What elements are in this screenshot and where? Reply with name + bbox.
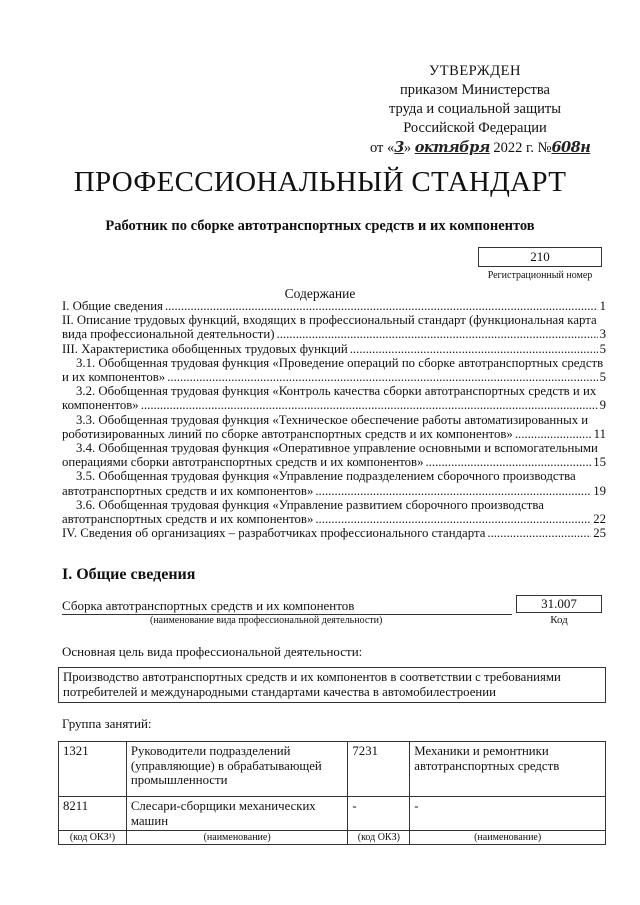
handwritten-month: октября	[414, 139, 490, 156]
occupation-name: Руководители подразделений (управляющие) в обрабатывающей промышленности	[126, 742, 348, 797]
toc-entry[interactable]: 3.2. Обобщенная трудовая функция «Контроль качества сборки автотранспортных средств и их	[76, 384, 597, 399]
caption-name: (наименование)	[410, 831, 606, 845]
goal-text: потребителей и международными стандартами качества в автомобилестроении	[63, 684, 496, 699]
approval-line: Российской Федерации	[403, 120, 547, 136]
caption-code: (код ОКЗ¹)	[59, 831, 127, 845]
toc-entry[interactable]: III. Характеристика обобщенных трудовых функций ..... 5	[62, 342, 606, 356]
registration-label: Регистрационный номер	[487, 270, 593, 281]
activity-kind-name: Сборка автотранспортных средств и их компонентов	[62, 597, 512, 615]
goal-text: Производство автотранспортных средств и их компонентов в соответствии с требованиями	[63, 670, 561, 684]
table-row	[59, 742, 606, 797]
caption-code: (код ОКЗ)	[348, 831, 410, 845]
toc-heading: Содержание	[284, 286, 356, 301]
section-heading: I. Общие сведения	[62, 566, 196, 583]
occupation-name: Слесари-сборщики механических машин	[126, 797, 348, 831]
approval-line: приказом Министерства	[400, 82, 550, 98]
toc-entry-cont[interactable]: операциями сборки автотранспортных средств и их компонентов» ..... 15	[62, 455, 606, 469]
toc-entry[interactable]: I. Общие сведения ..... 1	[62, 299, 606, 313]
group-label: Группа занятий:	[62, 716, 152, 731]
table-caption-row	[59, 831, 606, 845]
occupation-table	[58, 741, 606, 845]
caption-name: (наименование)	[126, 831, 348, 845]
toc-entry[interactable]: 3.4. Обобщенная трудовая функция «Оперативное управление основными и вспомогательными	[76, 441, 598, 456]
toc-entry-cont[interactable]: автотранспортных средств и их компонентов» ..... 22	[62, 512, 606, 526]
approval-block	[340, 62, 610, 158]
toc-entry-cont[interactable]: вида профессиональной деятельности) ..... 3	[62, 327, 606, 341]
toc-entry-cont[interactable]: автотранспортных средств и их компонентов» ..... 19	[62, 484, 606, 498]
toc-entry[interactable]: 3.6. Обобщенная трудовая функция «Управление развитием сборочного производства	[76, 497, 544, 512]
goal-label: Основная цель вида профессиональной деятельности:	[62, 644, 363, 659]
okz-code: 7231	[348, 742, 410, 797]
toc-entry-cont[interactable]: роботизированных линий по сборке автотранспортных средств и их компонентов» ..... 11	[62, 427, 606, 441]
approval-title: УТВЕРЖДЕН	[429, 63, 521, 79]
handwritten-day: 3	[394, 139, 404, 156]
toc-entry[interactable]: II. Описание трудовых функций, входящих в профессиональный стандарт (функциональная карта	[62, 313, 597, 328]
activity-code: 31.007	[516, 595, 602, 613]
document-title: ПРОФЕССИОНАЛЬНЫЙ СТАНДАРТ	[73, 166, 567, 198]
toc-entry[interactable]: 3.5. Обобщенная трудовая функция «Управление подразделением сборочного производства	[76, 469, 576, 484]
activity-code-caption: Код	[550, 614, 568, 626]
occupation-name: -	[410, 797, 606, 831]
toc-entry-cont[interactable]: и их компонентов» ..... 5	[62, 370, 606, 384]
document-subtitle: Работник по сборке автотранспортных средств и их компонентов	[105, 218, 535, 234]
toc-entry[interactable]: 3.3. Обобщенная трудовая функция «Техническое обеспечение работы автоматизированных и	[76, 412, 589, 427]
goal-box	[58, 667, 606, 703]
toc-entry[interactable]: 3.1. Обобщенная трудовая функция «Проведение операций по сборке автотранспортных средств	[76, 355, 604, 370]
okz-code: -	[348, 797, 410, 831]
occupation-name: Механики и ремонтники автотранспортных средств	[410, 742, 606, 797]
activity-kind-caption: (наименование вида профессиональной деятельности)	[150, 615, 383, 626]
approval-signature-line: от «3» октября 2022 г. №608н	[370, 139, 591, 156]
registration-number: 210	[478, 247, 602, 267]
toc-entry[interactable]: IV. Сведения об организациях – разработчиках профессионального стандарта ..... 25	[62, 526, 606, 540]
okz-code: 1321	[59, 742, 127, 797]
table-row	[59, 797, 606, 831]
approval-line: труда и социальной защиты	[389, 101, 561, 117]
toc-entry-cont[interactable]: компонентов» ..... 9	[62, 398, 606, 412]
okz-code: 8211	[59, 797, 127, 831]
table-of-contents	[62, 299, 606, 540]
handwritten-number: 608н	[551, 139, 591, 156]
